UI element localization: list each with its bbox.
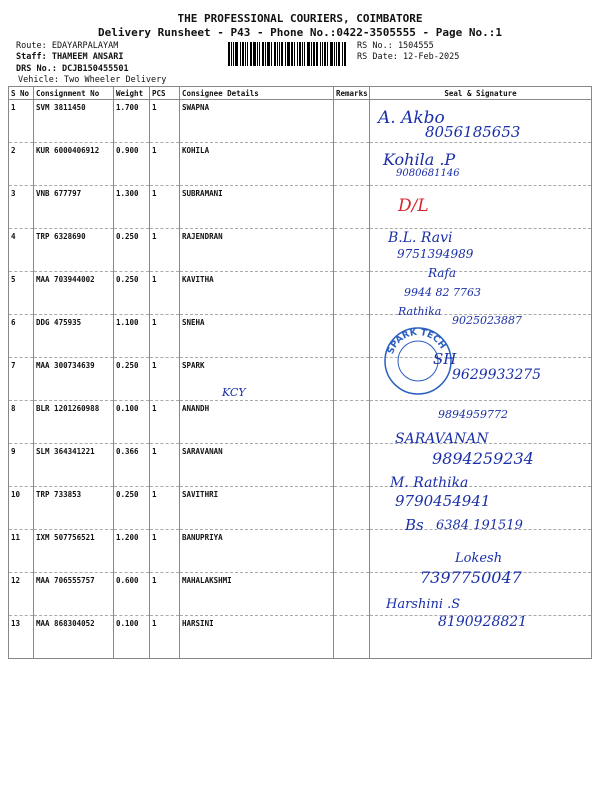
col-pcs: PCS [150, 87, 180, 100]
row-weight: 0.250 [114, 358, 150, 401]
barcode-bar [297, 42, 298, 66]
row-remarks [334, 358, 370, 401]
row-pcs: 1 [150, 272, 180, 315]
table-row [9, 401, 592, 444]
table-row [9, 100, 592, 143]
barcode-bar [247, 42, 248, 66]
row-weight: 1.100 [114, 315, 150, 358]
row-weight: 1.200 [114, 530, 150, 573]
sig-11-mark: Bs [405, 516, 424, 534]
row-weight: 0.250 [114, 487, 150, 530]
barcode-bar [242, 42, 244, 66]
barcode-bar [344, 42, 346, 66]
barcode-bar [285, 42, 286, 66]
row-signature-cell [370, 272, 592, 315]
barcode-bar [342, 42, 343, 66]
drs-barcode [228, 42, 350, 66]
row-consignee: SUBRAMANI [180, 186, 334, 229]
table-row [9, 143, 592, 186]
row-consignment: SLM 364341221 [34, 444, 114, 487]
row-signature-cell [370, 100, 592, 143]
row-consignee: SPARK [180, 358, 334, 401]
row-signature-cell [370, 401, 592, 444]
table-row [9, 444, 592, 487]
row-pcs: 1 [150, 358, 180, 401]
row-weight: 1.700 [114, 100, 150, 143]
row-remarks [334, 401, 370, 444]
row-consignee: SNEHA [180, 315, 334, 358]
rs-date: RS Date: 12-Feb-2025 [357, 52, 460, 62]
barcode-bar [316, 42, 318, 66]
row-pcs: 1 [150, 616, 180, 659]
sig-3-mark: D/L [398, 196, 429, 216]
barcode-bar [228, 42, 230, 66]
stamp-text: SPARK TECH [386, 327, 448, 356]
row-remarks [334, 573, 370, 616]
barcode-bar [307, 42, 310, 66]
row-weight: 0.250 [114, 272, 150, 315]
sig-1-name: A. Akbo [378, 108, 445, 128]
row-remarks [334, 100, 370, 143]
col-sno: S No [9, 87, 34, 100]
barcode-bar [250, 42, 252, 66]
row-sno: 2 [9, 143, 34, 186]
staff-label: Staff: THAMEEM ANSARI [16, 52, 124, 62]
row-signature-cell [370, 186, 592, 229]
row-consignment: DDG 475935 [34, 315, 114, 358]
drs-number: DRS No.: DCJB150455501 [16, 64, 129, 74]
rs-number: RS No.: 1504555 [357, 41, 434, 51]
row-signature-cell [370, 530, 592, 573]
barcode-bar [313, 42, 315, 66]
sig-10-name: M. Rathika [390, 475, 469, 491]
sig-7-phone: 9629933275 [452, 367, 542, 383]
row-signature-cell [370, 616, 592, 659]
barcode-bar [235, 42, 238, 66]
sig-9-phone: 9894259234 [432, 449, 534, 468]
row-consignee: SAVITHRI [180, 487, 334, 530]
barcode-bar [279, 42, 280, 66]
barcode-bar [294, 42, 295, 66]
barcode-bar [257, 42, 258, 66]
barcode-bar [271, 42, 272, 66]
barcode-bar [338, 42, 340, 66]
barcode-bar [327, 42, 328, 66]
row-remarks [334, 616, 370, 659]
table-header-row [9, 87, 592, 100]
row-signature-cell [370, 315, 592, 358]
vehicle-label: Vehicle: Two Wheeler Delivery [18, 75, 167, 85]
row-weight: 0.900 [114, 143, 150, 186]
table-row [9, 186, 592, 229]
table-row [9, 358, 592, 401]
sig-8-note: KCY [222, 386, 246, 399]
row-weight: 0.100 [114, 401, 150, 444]
row-sno: 9 [9, 444, 34, 487]
row-sno: 3 [9, 186, 34, 229]
barcode-bar [322, 42, 323, 66]
row-signature-cell [370, 487, 592, 530]
delivery-table [8, 86, 592, 659]
table-row [9, 616, 592, 659]
row-signature-cell [370, 358, 592, 401]
row-consignee: ANANDH [180, 401, 334, 444]
sig-13-name: Harshini .S [386, 597, 461, 612]
row-consignee: MAHALAKSHMI [180, 573, 334, 616]
row-sno: 4 [9, 229, 34, 272]
table-row [9, 487, 592, 530]
table-row [9, 229, 592, 272]
barcode-bar [240, 42, 241, 66]
table-row [9, 573, 592, 616]
row-weight: 0.366 [114, 444, 150, 487]
row-sno: 1 [9, 100, 34, 143]
row-remarks [334, 272, 370, 315]
barcode-bar [287, 42, 290, 66]
sig-6-phone: 9025023887 [452, 314, 522, 327]
sig-5-name: Rafa [428, 266, 457, 280]
row-consignment: IXM 507756521 [34, 530, 114, 573]
sig-13-phone: 8190928821 [438, 614, 528, 630]
barcode-bar [336, 42, 337, 66]
sig-4-name: B.L. Ravi [388, 230, 453, 246]
sig-4-phone: 9751394989 [397, 247, 474, 261]
route-label: Route: EDAYARPALAYAM [16, 41, 119, 51]
row-pcs: 1 [150, 100, 180, 143]
row-remarks [334, 444, 370, 487]
row-consignment: TRP 6328690 [34, 229, 114, 272]
row-consignee: KOHILA [180, 143, 334, 186]
barcode-bar [259, 42, 260, 66]
barcode-bar [334, 42, 335, 66]
row-weight: 0.100 [114, 616, 150, 659]
col-consignment: Consignment No [34, 87, 114, 100]
row-pcs: 1 [150, 530, 180, 573]
row-remarks [334, 487, 370, 530]
barcode-bar [291, 42, 293, 66]
row-sno: 6 [9, 315, 34, 358]
row-sno: 8 [9, 401, 34, 444]
sig-2-name: Kohila .P [383, 150, 456, 169]
row-sno: 11 [9, 530, 34, 573]
row-signature-cell [370, 229, 592, 272]
sig-6-name: Rathika [398, 305, 442, 318]
table-row [9, 315, 592, 358]
row-consignee: SWAPNA [180, 100, 334, 143]
barcode-bar [231, 42, 232, 66]
barcode-bar [330, 42, 333, 66]
sig-12-mark: Lokesh [455, 551, 503, 566]
row-consignee: SARAVANAN [180, 444, 334, 487]
barcode-bar [299, 42, 301, 66]
row-remarks [334, 315, 370, 358]
col-remarks: Remarks [334, 87, 370, 100]
sig-5-phone: 9944 82 7763 [404, 286, 481, 299]
row-consignment: KUR 6000406912 [34, 143, 114, 186]
row-consignment: MAA 868304052 [34, 616, 114, 659]
row-consignee: BANUPRIYA [180, 530, 334, 573]
row-sno: 7 [9, 358, 34, 401]
barcode-bar [262, 42, 264, 66]
row-remarks [334, 530, 370, 573]
row-weight: 1.300 [114, 186, 150, 229]
barcode-bar [267, 42, 270, 66]
barcode-bar [320, 42, 321, 66]
row-pcs: 1 [150, 487, 180, 530]
row-sno: 10 [9, 487, 34, 530]
row-consignment: TRP 733853 [34, 487, 114, 530]
sig-2-phone: 9080681146 [396, 168, 460, 179]
row-signature-cell [370, 573, 592, 616]
col-weight: Weight [114, 87, 150, 100]
row-pcs: 1 [150, 401, 180, 444]
sig-9-name: SARAVANAN [395, 431, 489, 447]
row-remarks [334, 143, 370, 186]
row-weight: 0.600 [114, 573, 150, 616]
sig-11-phone: 6384 191519 [436, 518, 523, 533]
col-signature: Seal & Signature [370, 87, 592, 100]
row-remarks [334, 186, 370, 229]
row-pcs: 1 [150, 186, 180, 229]
sig-12-phone: 7397750047 [420, 568, 522, 587]
row-signature-cell [370, 444, 592, 487]
sig-8-phone: 9894959772 [438, 408, 508, 421]
barcode-bar [253, 42, 256, 66]
row-sno: 5 [9, 272, 34, 315]
row-consignment: VNB 677797 [34, 186, 114, 229]
barcode-bar [324, 42, 326, 66]
row-consignment: BLR 1201260988 [34, 401, 114, 444]
row-consignment: MAA 703944002 [34, 272, 114, 315]
barcode-bar [302, 42, 303, 66]
row-consignment: SVM 3811450 [34, 100, 114, 143]
runsheet-subtitle: Delivery Runsheet - P43 - Phone No.:0422-3505555 - Page No.:1 [98, 26, 502, 39]
row-pcs: 1 [150, 573, 180, 616]
row-pcs: 1 [150, 229, 180, 272]
row-consignment: MAA 706555757 [34, 573, 114, 616]
barcode-bar [233, 42, 234, 66]
row-pcs: 1 [150, 143, 180, 186]
barcode-bar [304, 42, 305, 66]
table-row [9, 530, 592, 573]
row-remarks [334, 229, 370, 272]
row-sno: 12 [9, 573, 34, 616]
company-title: THE PROFESSIONAL COURIERS, COIMBATORE [177, 12, 423, 25]
barcode-bar [274, 42, 276, 66]
row-signature-cell [370, 143, 592, 186]
barcode-bar [265, 42, 266, 66]
barcode-bar [245, 42, 246, 66]
barcode-bar [281, 42, 283, 66]
sig-1-phone: 8056185653 [425, 123, 521, 141]
row-pcs: 1 [150, 315, 180, 358]
sig-7-mark: SH [433, 350, 457, 368]
row-consignee: KAVITHA [180, 272, 334, 315]
col-consignee: Consignee Details [180, 87, 334, 100]
sig-10-phone: 9790454941 [395, 492, 491, 510]
row-consignment: MAA 300734639 [34, 358, 114, 401]
row-consignee: HARSINI [180, 616, 334, 659]
row-pcs: 1 [150, 444, 180, 487]
barcode-bar [277, 42, 278, 66]
barcode-bar [311, 42, 312, 66]
table-row [9, 272, 592, 315]
row-consignee: RAJENDRAN [180, 229, 334, 272]
row-sno: 13 [9, 616, 34, 659]
row-weight: 0.250 [114, 229, 150, 272]
